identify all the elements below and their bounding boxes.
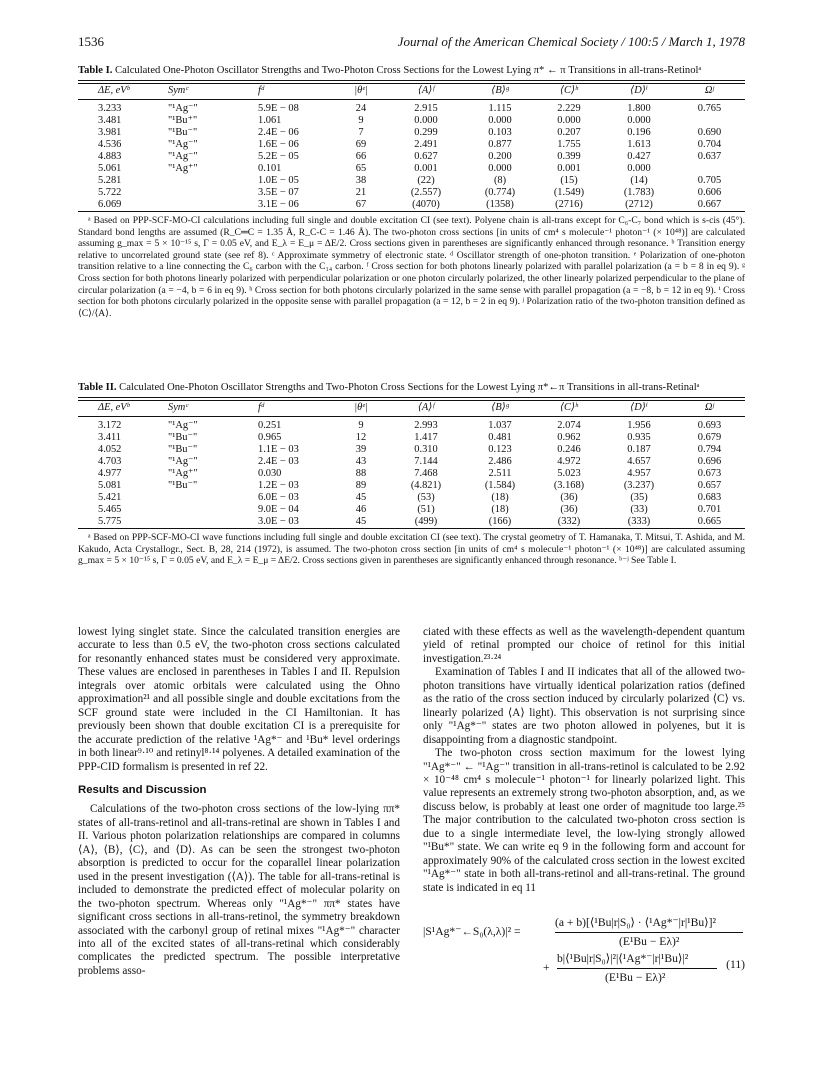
equation-number: (11)	[726, 958, 745, 972]
table-cell: (35)	[630, 492, 648, 503]
table-cell: 0.690	[697, 127, 722, 138]
column-header: |θᵉ|	[336, 401, 386, 417]
table-cell: 69	[355, 139, 367, 150]
table-2-footnote: ᵃ Based on PPP-SCF-MO-CI wave functions including full single and double excitation CI (see text). The crystal geometry of T. Hamanaka, T. Mitsui, T. Ashida, and M. Kakudo, Acta Crystallogr., Sect. B, 28, 214 (1972), is assumed. The two-photon cross section [in units of cm⁴ s molecule⁻¹ photon⁻¹ (× 10⁴⁸)] are calculated assuming g_max = 5 × 10⁻¹⁵ s, Γ = 0.05 eV, and E_λ = E_μ = ΔE/2. Cross sections given in parentheses are significantly enhanced through resonance. ᵇ⁻ʲ See Table I.	[78, 532, 745, 567]
table-cell: 3.0E − 03	[258, 516, 299, 527]
table-cell: 0.606	[697, 187, 722, 198]
table-row	[78, 139, 745, 151]
table-cell: 0.196	[627, 127, 651, 138]
column-header: Ωʲ	[674, 401, 745, 417]
table-cell: 0.683	[697, 492, 722, 503]
table-cell: 0.765	[697, 103, 722, 114]
column-header: ⟨D⟩ⁱ	[604, 84, 674, 100]
table-cell: (1.584)	[484, 480, 516, 491]
table-cell: 0.000	[414, 115, 438, 126]
table-cell	[674, 115, 745, 127]
column-header: fᵈ	[258, 84, 336, 100]
table-cell: 21	[355, 187, 367, 198]
table-cell: 4.052	[98, 444, 122, 455]
table-cell: (1.783)	[623, 187, 655, 198]
table-cell: 0.667	[697, 199, 722, 210]
table-cell: (4070)	[412, 199, 440, 210]
table-cell: 1.0E − 05	[258, 175, 299, 186]
table-cell: 5.465	[98, 504, 122, 515]
table-cell: 7	[358, 127, 364, 138]
column-header: ⟨B⟩ᵍ	[466, 401, 534, 417]
table-2-body	[78, 417, 745, 529]
table-row	[78, 100, 745, 116]
table-cell: 2.915	[414, 103, 438, 114]
table-cell: 7.468	[414, 468, 438, 479]
table-cell: 12	[355, 432, 367, 443]
table-cell: 5.061	[98, 163, 122, 174]
table-cell: 1.1E − 03	[258, 444, 299, 455]
table-cell	[168, 492, 258, 504]
paragraph: Examination of Tables I and II indicates that all of the allowed two-photon transitions have virtually identical polarization ratios (defined as the ratio of the cross section induced by circularly polarized ⟨C⟩ vs. linearly polarized ⟨A⟩ light). This observation is not surprising since only "¹Ag*⁻" states are two photon allowed in polyenes, but it is disappointing from a diagnostic standpoint.	[423, 666, 745, 746]
paragraph: The two-photon cross section maximum for the lowest lying "¹Ag*⁻" ← "¹Ag⁻" transition in all-trans-retinol is calculated to be 2.92 × 10⁻⁴⁸ cm⁴ s molecule⁻¹ photon⁻¹ for linearly polarized light. This value represents an extremely strong two-photon absorption, and, as we discuss below, is probably at least one order of magnitude too large.²⁵ The major contribution to the calculated two-photon cross section is due to a single intermediate level, the low-lying strongly allowed "¹Bu*" state. We can write eq 9 in the following form and account for approximately 90% of the calculated cross section in the lowest excited "¹Ag*⁻" state in both all-trans-retinol and all-trans-retinal. The ground state is indicated in eq 11	[423, 747, 745, 894]
table-2-label: Table II.	[78, 382, 117, 393]
table-cell: 0.000	[488, 115, 512, 126]
table-cell: 0.251	[258, 420, 282, 431]
table-cell: 0.794	[697, 444, 722, 455]
table-1-footnote: ᵃ Based on PPP-SCF-MO-CI calculations including full single and double excitation CI (see text). Polyene chain is all-trans except for C₆-C₇ bond which is s-cis (45°). Standard bond lengths are assumed (R_C═C = 1.35 Å, R_C-C = 1.46 Å). The two-photon cross sections [in units of cm⁴ s molecule⁻¹ photon⁻¹ (× 10⁴⁸)] are calculated assuming g_max = 5 × 10⁻¹⁵ s, Γ = 0.05 eV, and E_λ = E_μ = ΔE/2. Cross sections given in parentheses are significantly enhanced through resonance. ᵇ Transition energy relative to uncorrelated ground state (see ref 8). ᶜ Approximate symmetry of electronic state. ᵈ Oscillator strength of one-photon transition. ᵉ Polarization of one-photon transition relative to a line connecting the C₆ carbon with the C₁₄ carbon. ᶠ Cross section for both photons linearly polarized with parallel polarization (a = b = 8 in eq 9). ᵍ Cross section for both photons linearly polarized with perpendicular polarization or one photon circularly polarized, the other linearly polarized perpendicular to the plane of circular polarization (a = −4, b = 6 in eq 9). ʰ Cross section for both photons circularly polarized in the same sense with parallel propagation (a = −8, b = 12 in eq 9). ⁱ Cross section for both photons circularly polarized in the opposite sense with parallel propagation (a = 12, b = 2 in eq 9). ʲ Polarization ratio of the two-photon transition defined as ⟨C⟩/⟨A⟩.	[78, 215, 745, 319]
column-header: ⟨B⟩ᵍ	[466, 84, 534, 100]
table-cell: 0.627	[414, 151, 438, 162]
table-row	[78, 504, 745, 516]
table-cell: (1358)	[486, 199, 514, 210]
table-cell: "¹Ag⁻"	[168, 103, 198, 114]
table-cell	[168, 187, 258, 199]
table-cell: 0.200	[488, 151, 512, 162]
table-cell: 9.0E − 04	[258, 504, 299, 515]
table-1-grid	[78, 84, 745, 211]
table-cell: 0.701	[697, 504, 722, 515]
table-cell	[168, 516, 258, 528]
table-cell: 5.421	[98, 492, 122, 503]
table-1-header-row	[78, 84, 745, 100]
table-row	[78, 417, 745, 433]
table-cell: 4.977	[98, 468, 122, 479]
table-cell: 0.001	[414, 163, 438, 174]
table-cell: 0.427	[627, 151, 651, 162]
table-cell: "¹Ag⁺"	[168, 163, 198, 174]
table-row	[78, 468, 745, 480]
table-cell: (36)	[560, 492, 578, 503]
table-cell: 46	[355, 504, 367, 515]
table-cell	[168, 504, 258, 516]
table-1-caption	[78, 64, 745, 77]
column-header: |θᵉ|	[336, 84, 386, 100]
table-cell: 0.246	[557, 444, 581, 455]
table-cell: 0.207	[557, 127, 581, 138]
equation-term1-denominator: (E¹Bu − Eλ)²	[619, 935, 680, 949]
table-cell: 1.037	[488, 420, 512, 431]
equation-lhs: |S¹Ag*⁻←S₀(λ,λ)|² =	[423, 925, 521, 939]
table-cell: 6.069	[98, 199, 122, 210]
table-cell: 0.696	[697, 456, 722, 467]
column-header: Ωʲ	[674, 84, 745, 100]
table-cell: 1.755	[557, 139, 581, 150]
table-cell: (18)	[491, 504, 509, 515]
table-cell: 2.993	[414, 420, 438, 431]
table-cell: 3.172	[98, 420, 122, 431]
table-cell: 6.0E − 03	[258, 492, 299, 503]
table-cell: 9	[358, 420, 364, 431]
table-cell: 1.2E − 03	[258, 480, 299, 491]
table-cell: 0.103	[488, 127, 512, 138]
table-cell: (8)	[493, 175, 507, 186]
table-row	[78, 432, 745, 444]
table-cell: "¹Bu⁻"	[168, 127, 198, 138]
table-row	[78, 151, 745, 163]
table-cell: 2.486	[488, 456, 512, 467]
journal-citation: Journal of the American Chemical Society / 100:5 / March 1, 1978	[397, 34, 745, 49]
table-cell: 3.481	[98, 115, 122, 126]
table-cell: (22)	[417, 175, 435, 186]
table-cell: 3.981	[98, 127, 122, 138]
table-cell: "¹Ag⁺"	[168, 468, 198, 479]
column-header: ⟨A⟩ᶠ	[386, 84, 466, 100]
table-cell: (499)	[414, 516, 438, 527]
table-cell: (15)	[560, 175, 578, 186]
table-cell: 2.229	[557, 103, 581, 114]
table-2-caption-text: Calculated One-Photon Oscillator Strengths and Two-Photon Cross Sections for the Lowest Lying π*←π Transitions in all-trans-Retinalᵃ	[119, 382, 700, 393]
table-2-bottom-rule	[78, 528, 745, 529]
table-2-header-row	[78, 401, 745, 417]
body-columns	[78, 626, 745, 1056]
table-cell: (3.237)	[623, 480, 655, 491]
table-cell: "¹Bu⁻"	[168, 444, 198, 455]
table-cell: (36)	[560, 504, 578, 515]
table-cell: 0.000	[557, 115, 581, 126]
table-cell: "¹Ag⁻"	[168, 139, 198, 150]
table-cell: 1.800	[627, 103, 651, 114]
table-cell: 0.030	[258, 468, 282, 479]
table-cell: (18)	[491, 492, 509, 503]
table-cell: "¹Ag⁻"	[168, 151, 198, 162]
table-cell: (3.168)	[553, 480, 585, 491]
table-cell: 0.310	[414, 444, 438, 455]
table-cell: (2716)	[555, 199, 583, 210]
table-cell: 5.775	[98, 516, 122, 527]
table-1-body	[78, 100, 745, 212]
table-row	[78, 480, 745, 492]
table-cell: 45	[355, 492, 367, 503]
table-cell: (0.774)	[484, 187, 516, 198]
table-2	[78, 381, 745, 567]
table-cell	[168, 175, 258, 187]
table-cell: (332)	[557, 516, 581, 527]
table-cell: 0.000	[488, 163, 512, 174]
paragraph: Calculations of the two-photon cross sections of the low-lying ππ* states of all-trans-retinol and all-trans-retinal are shown in Tables I and II. Various photon polarization relationships are compared in columns ⟨A⟩, ⟨B⟩, ⟨C⟩, and ⟨D⟩. As can be seen the strongest two-photon absorption is predicted to occur for the coparallel linear polarization used in the present investigation (⟨A⟩). The table for all-trans-retinal is included to demonstrate the predicted effect of molecular polarity on the two-photon spectrum. Whereas only "¹Ag*⁻" ππ* states have significant cross sections in all-trans-retinol, the symmetry breakdown associated with the carbonyl group of retinal mixes "¹Ag*⁻" character into all of the excited states of all-trans-retinal which considerably complicates the predicted spectrum. The possible interpretative problems asso-	[78, 803, 400, 977]
table-cell: 2.4E − 06	[258, 127, 299, 138]
table-cell: (4.821)	[410, 480, 442, 491]
column-header: ΔE, eVᵇ	[78, 401, 168, 417]
table-cell: 4.972	[557, 456, 581, 467]
table-cell: "¹Bu⁻"	[168, 432, 198, 443]
table-cell: (53)	[417, 492, 435, 503]
table-cell: 0.000	[627, 163, 651, 174]
table-2-grid	[78, 401, 745, 528]
table-row	[78, 115, 745, 127]
table-cell: 88	[355, 468, 367, 479]
paragraph: lowest lying singlet state. Since the calculated transition energies are accurate to less than 0.5 eV, the two-photon cross sections calculated for resonantly enhanced states must be considered very approximate. These values are enclosed in parentheses in Tables I and II. Repulsion integrals over atomic orbitals were calculated using the Ohno approximation²¹ and all possible single and double excitations from the SCF ground state were included in the CI Hamiltonian. It has previously been shown that double excitation CI is a prerequisite for the accurate prediction of the relative ¹Ag*⁻ and ¹Bu* level orderings in both linear⁹·¹⁰ and retinyl⁸·¹⁴ polyenes. A detailed examination of the PPP-CID formalism is presented in ref 22.	[78, 626, 400, 773]
table-cell: 0.705	[697, 175, 722, 186]
table-cell: 0.665	[697, 516, 722, 527]
equation-term2-denominator: (E¹Bu − Eλ)²	[605, 971, 666, 985]
left-column	[78, 626, 400, 978]
table-row	[78, 456, 745, 468]
table-cell: 5.023	[557, 468, 581, 479]
table-cell: (1.549)	[553, 187, 585, 198]
table-cell	[674, 163, 745, 175]
table-cell: (166)	[488, 516, 512, 527]
table-cell: 0.965	[258, 432, 282, 443]
table-cell: 0.877	[488, 139, 512, 150]
table-row	[78, 199, 745, 211]
table-cell: 0.962	[557, 432, 581, 443]
column-header: fᵈ	[258, 401, 336, 417]
table-cell: "¹Bu⁺"	[168, 115, 198, 126]
section-heading: Results and Discussion	[78, 783, 207, 796]
fraction-bar	[557, 968, 717, 969]
table-cell: 89	[355, 480, 367, 491]
table-cell: 0.001	[557, 163, 581, 174]
column-header: ΔE, eVᵇ	[78, 84, 168, 100]
table-row	[78, 187, 745, 199]
table-row	[78, 516, 745, 528]
table-cell: 3.411	[98, 432, 121, 443]
table-cell: 5.281	[98, 175, 122, 186]
table-cell: 5.2E − 05	[258, 151, 299, 162]
table-cell: 0.187	[627, 444, 651, 455]
table-cell: 2.491	[414, 139, 438, 150]
table-cell: 3.1E − 06	[258, 199, 299, 210]
table-cell: 1.115	[488, 103, 512, 114]
table-cell: 3.5E − 07	[258, 187, 299, 198]
table-cell: 9	[358, 115, 364, 126]
table-cell: 0.637	[697, 151, 722, 162]
table-cell: 0.299	[414, 127, 438, 138]
table-row	[78, 444, 745, 456]
equation-plus: +	[543, 961, 550, 975]
table-2-caption	[78, 381, 745, 394]
table-cell: 7.144	[414, 456, 438, 467]
table-cell: 38	[355, 175, 367, 186]
table-cell: 0.123	[488, 444, 512, 455]
table-cell: 24	[355, 103, 367, 114]
table-cell: "¹Bu⁻"	[168, 480, 198, 491]
page-number: 1536	[78, 34, 104, 49]
table-cell: 1.956	[627, 420, 651, 431]
table-cell: (2.557)	[410, 187, 442, 198]
equation-11	[423, 913, 745, 985]
table-cell: 0.000	[627, 115, 651, 126]
equation-term2-numerator: b|⟨¹Bu|r|S₀⟩|²|⟨¹Ag*⁻|r|¹Bu⟩|²	[557, 952, 689, 966]
table-row	[78, 492, 745, 504]
column-header: Symᶜ	[168, 401, 258, 417]
table-cell: 0.101	[258, 163, 282, 174]
column-header: ⟨D⟩ⁱ	[604, 401, 674, 417]
table-cell: 2.511	[488, 468, 512, 479]
column-header: ⟨C⟩ʰ	[534, 84, 604, 100]
table-cell: 43	[355, 456, 367, 467]
table-cell: "¹Ag⁻"	[168, 456, 198, 467]
column-header: ⟨A⟩ᶠ	[386, 401, 466, 417]
fraction-bar	[555, 932, 743, 933]
table-cell: 66	[355, 151, 367, 162]
column-header: ⟨C⟩ʰ	[534, 401, 604, 417]
table-cell: 5.722	[98, 187, 122, 198]
table-cell: 0.399	[557, 151, 581, 162]
table-cell: 1.061	[258, 115, 282, 126]
table-1-caption-text: Calculated One-Photon Oscillator Strengths and Two-Photon Cross Sections for the Lowest Lying π* ← π Transitions in all-trans-Retinolᵃ	[115, 65, 702, 76]
table-cell: 2.074	[557, 420, 581, 431]
table-1-bottom-rule	[78, 211, 745, 212]
equation-term1-numerator: (a + b)[⟨¹Bu|r|S₀⟩ · ⟨¹Ag*⁻|r|¹Bu⟩]²	[555, 916, 717, 930]
table-1-label: Table I.	[78, 65, 113, 76]
table-cell: 4.657	[627, 456, 651, 467]
table-cell: 4.536	[98, 139, 122, 150]
table-row	[78, 163, 745, 175]
table-1	[78, 64, 745, 319]
table-cell: (333)	[627, 516, 651, 527]
table-cell: 4.703	[98, 456, 122, 467]
table-cell: "¹Ag⁻"	[168, 420, 198, 431]
table-cell: (14)	[630, 175, 648, 186]
table-cell: 0.704	[697, 139, 722, 150]
table-cell: 0.679	[697, 432, 722, 443]
table-cell: 1.613	[627, 139, 651, 150]
table-cell: 4.957	[627, 468, 651, 479]
table-cell: 0.657	[697, 480, 722, 491]
right-column	[423, 626, 745, 985]
table-cell: (33)	[630, 504, 648, 515]
table-cell: 1.6E − 06	[258, 139, 299, 150]
table-cell: 0.693	[697, 420, 722, 431]
table-cell: 65	[355, 163, 367, 174]
table-cell: 67	[355, 199, 367, 210]
table-row	[78, 127, 745, 139]
table-cell: 0.935	[627, 432, 651, 443]
table-cell	[168, 199, 258, 211]
table-cell: 5.9E − 08	[258, 103, 299, 114]
table-cell: (51)	[417, 504, 435, 515]
table-row	[78, 175, 745, 187]
table-cell: (2712)	[625, 199, 653, 210]
table-cell: 39	[355, 444, 367, 455]
paragraph: ciated with these effects as well as the wavelength-dependent quantum yield of retinal prompted our choice of retinol for this initial investigation.²³·²⁴	[423, 626, 745, 665]
table-cell: 2.4E − 03	[258, 456, 299, 467]
running-head	[78, 34, 745, 52]
table-cell: 0.673	[697, 468, 722, 479]
table-cell: 3.233	[98, 103, 122, 114]
table-cell: 0.481	[488, 432, 512, 443]
table-cell: 5.081	[98, 480, 122, 491]
table-cell: 4.883	[98, 151, 122, 162]
table-cell: 45	[355, 516, 367, 527]
table-cell: 1.417	[414, 432, 438, 443]
column-header: Symᶜ	[168, 84, 258, 100]
